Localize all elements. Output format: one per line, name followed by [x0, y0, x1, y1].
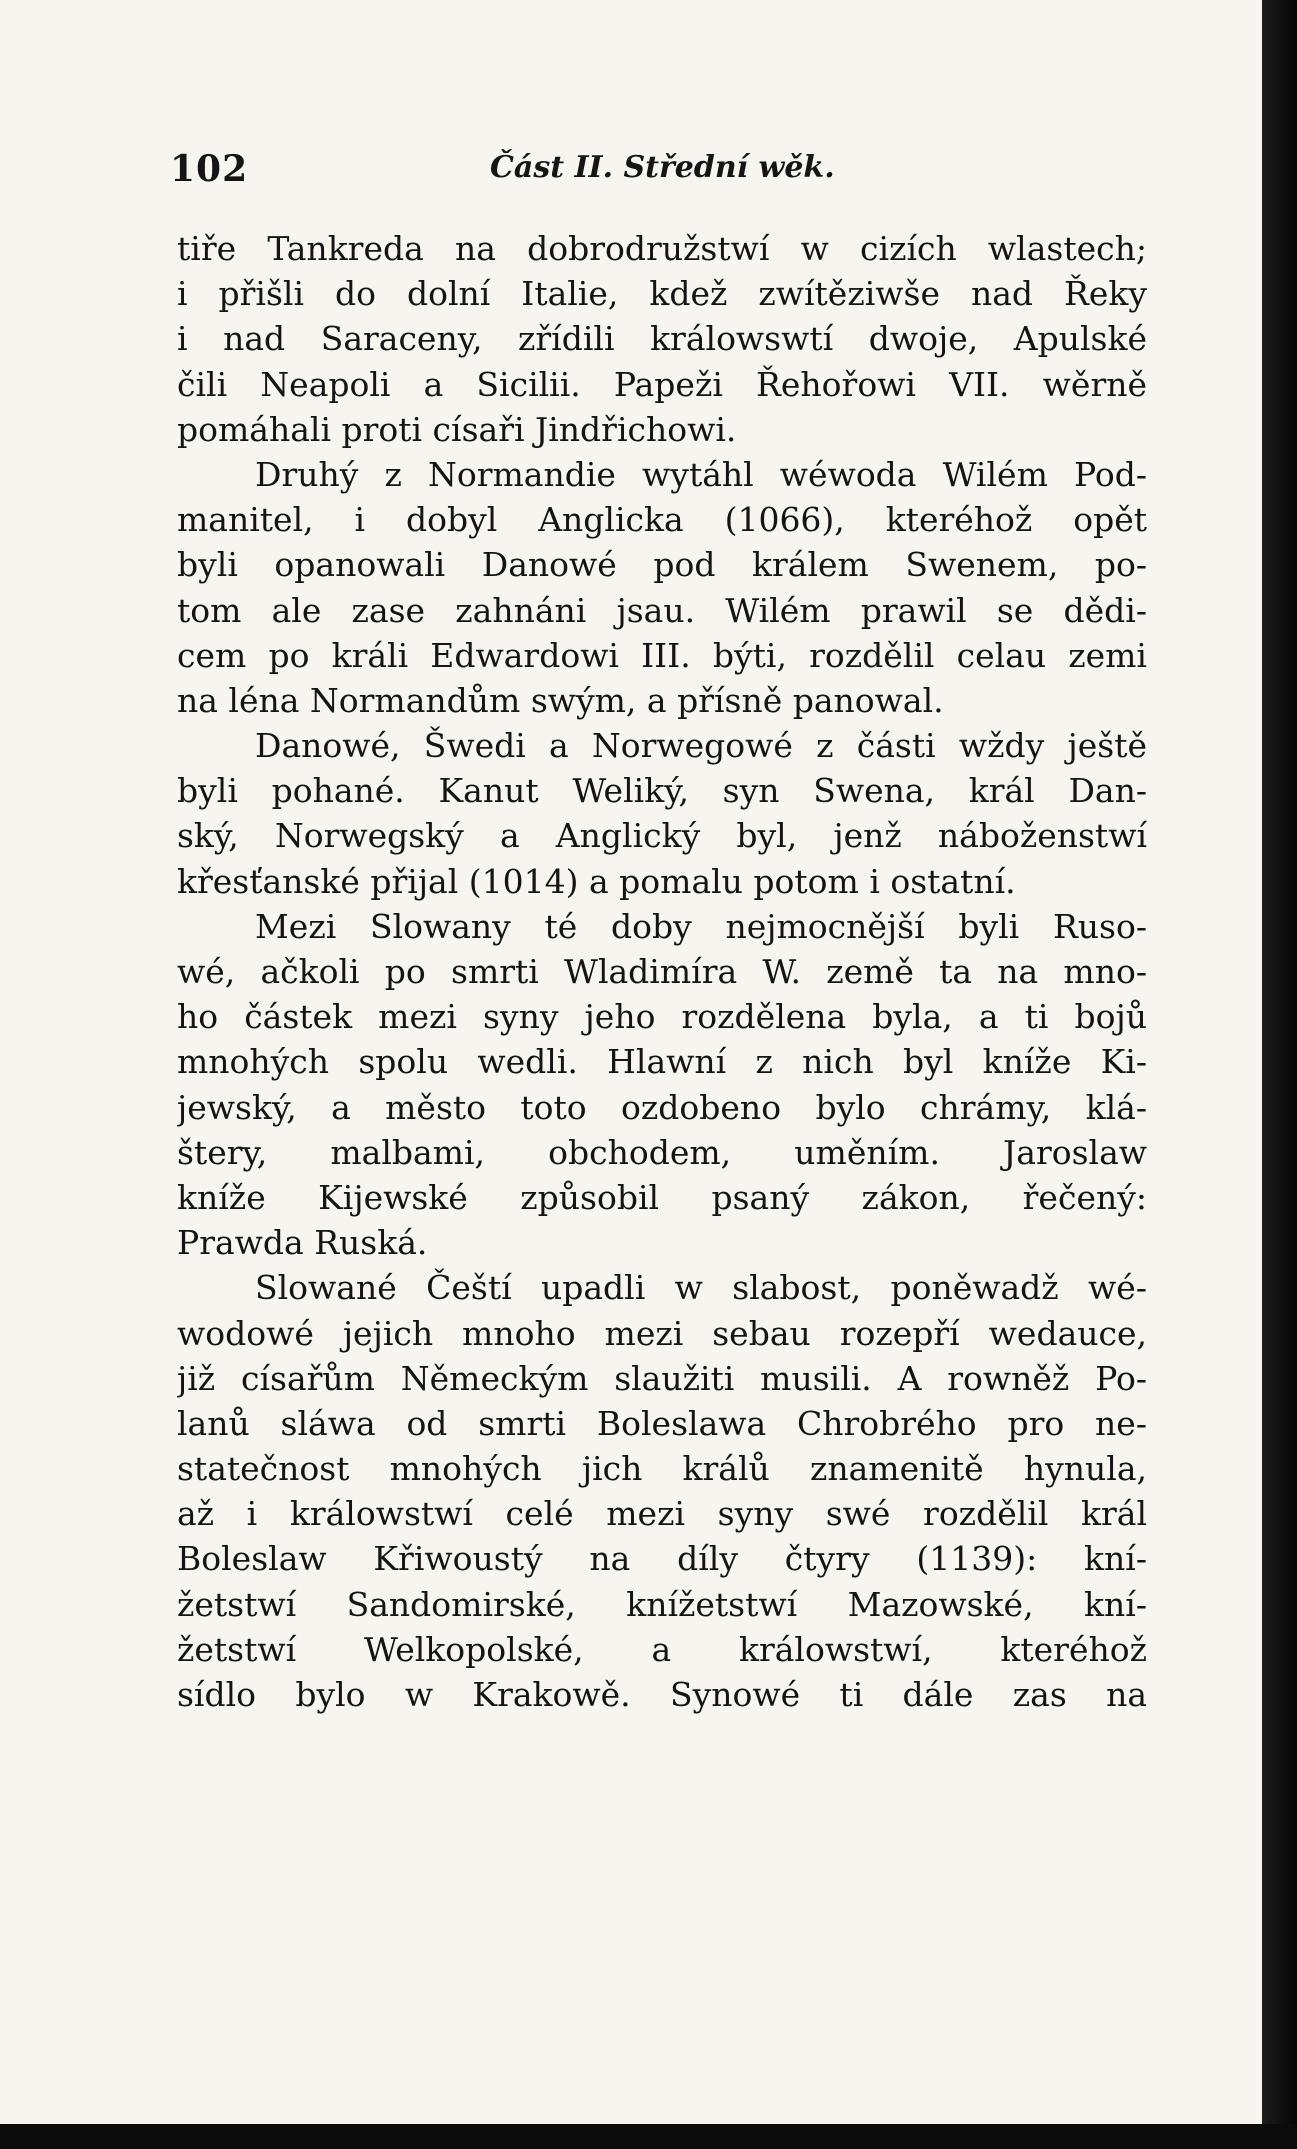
text-line: lanů sláwa od smrti Boleslawa Chrobrého pro ne-	[177, 1403, 1147, 1443]
text-line: statečnost mnohých jich králů znamenitě hynula,	[177, 1449, 1147, 1489]
text-line: již císařům Německým slaužiti musili. A rowněž Po-	[177, 1358, 1147, 1398]
text-line: pomáhali proti císaři Jindřichowi.	[177, 409, 737, 449]
text-line: Prawda Ruská.	[177, 1223, 428, 1263]
body-text	[177, 226, 1147, 1717]
text-line: Mezi Slowany té doby nejmocnější byli Ruso-	[255, 906, 1147, 946]
text-line: wodowé jejich mnoho mezi sebau rozepří wedauce,	[177, 1313, 1147, 1353]
text-line: byli opanowali Danowé pod králem Swenem, po-	[177, 545, 1147, 585]
text-line: cem po králi Edwardowi III. býti, rozdělil celau zemi	[177, 635, 1147, 675]
text-line: i přišli do dolní Italie, kdež zwítěziwše nad Řeky	[177, 274, 1147, 314]
text-line: štery, malbami, obchodem, uměním. Jaroslaw	[177, 1132, 1147, 1172]
page-number: 102	[170, 148, 249, 190]
text-line: sídlo bylo w Krakowě. Synowé ti dále zas na	[177, 1675, 1147, 1714]
text-line: čili Neapoli a Sicilii. Papeži Řehořowi VII. wěrně	[177, 364, 1147, 404]
text-line: křesťanské přijal (1014) a pomalu potom i ostatní.	[177, 861, 1016, 901]
text-line: jewský, a město toto ozdobeno bylo chrámy, klá-	[177, 1087, 1147, 1127]
scan-edge-bottom	[0, 2124, 1297, 2149]
text-line: kníže Kijewské způsobil psaný zákon, řečený:	[177, 1177, 1147, 1217]
text-line: Boleslaw Křiwoustý na díly čtyry (1139): kní-	[177, 1539, 1147, 1579]
text-line: i nad Saraceny, zřídili králowswtí dwoje, Apulské	[177, 319, 1147, 359]
text-line: na léna Normandům swým, a přísně panowal.	[177, 680, 944, 720]
text-line: žetstwí Welkopolské, a králowstwí, kteréhož	[177, 1629, 1147, 1669]
text-line: tiře Tankreda na dobrodružstwí w cizích wlastech;	[177, 229, 1147, 268]
text-line: byli pohané. Kanut Weliký, syn Swena, král Dan-	[177, 771, 1147, 811]
text-line: Druhý z Normandie wytáhl wéwoda Wilém Pod-	[255, 454, 1147, 494]
text-line: manitel, i dobyl Anglicka (1066), kteréhož opět	[177, 500, 1147, 540]
scan-edge-right	[1262, 0, 1297, 2149]
running-title: Část II. Střední wěk.	[490, 150, 835, 185]
text-line: žetstwí Sandomirské, knížetstwí Mazowské, kní-	[177, 1584, 1147, 1624]
text-line: Slowané Čeští upadli w slabost, poněwadž wé-	[255, 1268, 1147, 1308]
page-header	[170, 148, 1150, 198]
text-line: tom ale zase zahnáni jsau. Wilém prawil se dědi-	[177, 590, 1147, 630]
text-line: ský, Norwegský a Anglický byl, jenž náboženstwí	[177, 816, 1147, 856]
text-line: ho částek mezi syny jeho rozdělena byla, a ti bojů	[177, 997, 1147, 1037]
text-line: Danowé, Šwedi a Norwegowé z části wždy ještě	[255, 726, 1147, 766]
text-line: až i králowstwí celé mezi syny swé rozdělil král	[177, 1494, 1147, 1534]
text-line: wé, ačkoli po smrti Wladimíra W. země ta na mno-	[177, 952, 1147, 991]
text-line: mnohých spolu wedli. Hlawní z nich byl kníže Ki-	[177, 1042, 1147, 1082]
